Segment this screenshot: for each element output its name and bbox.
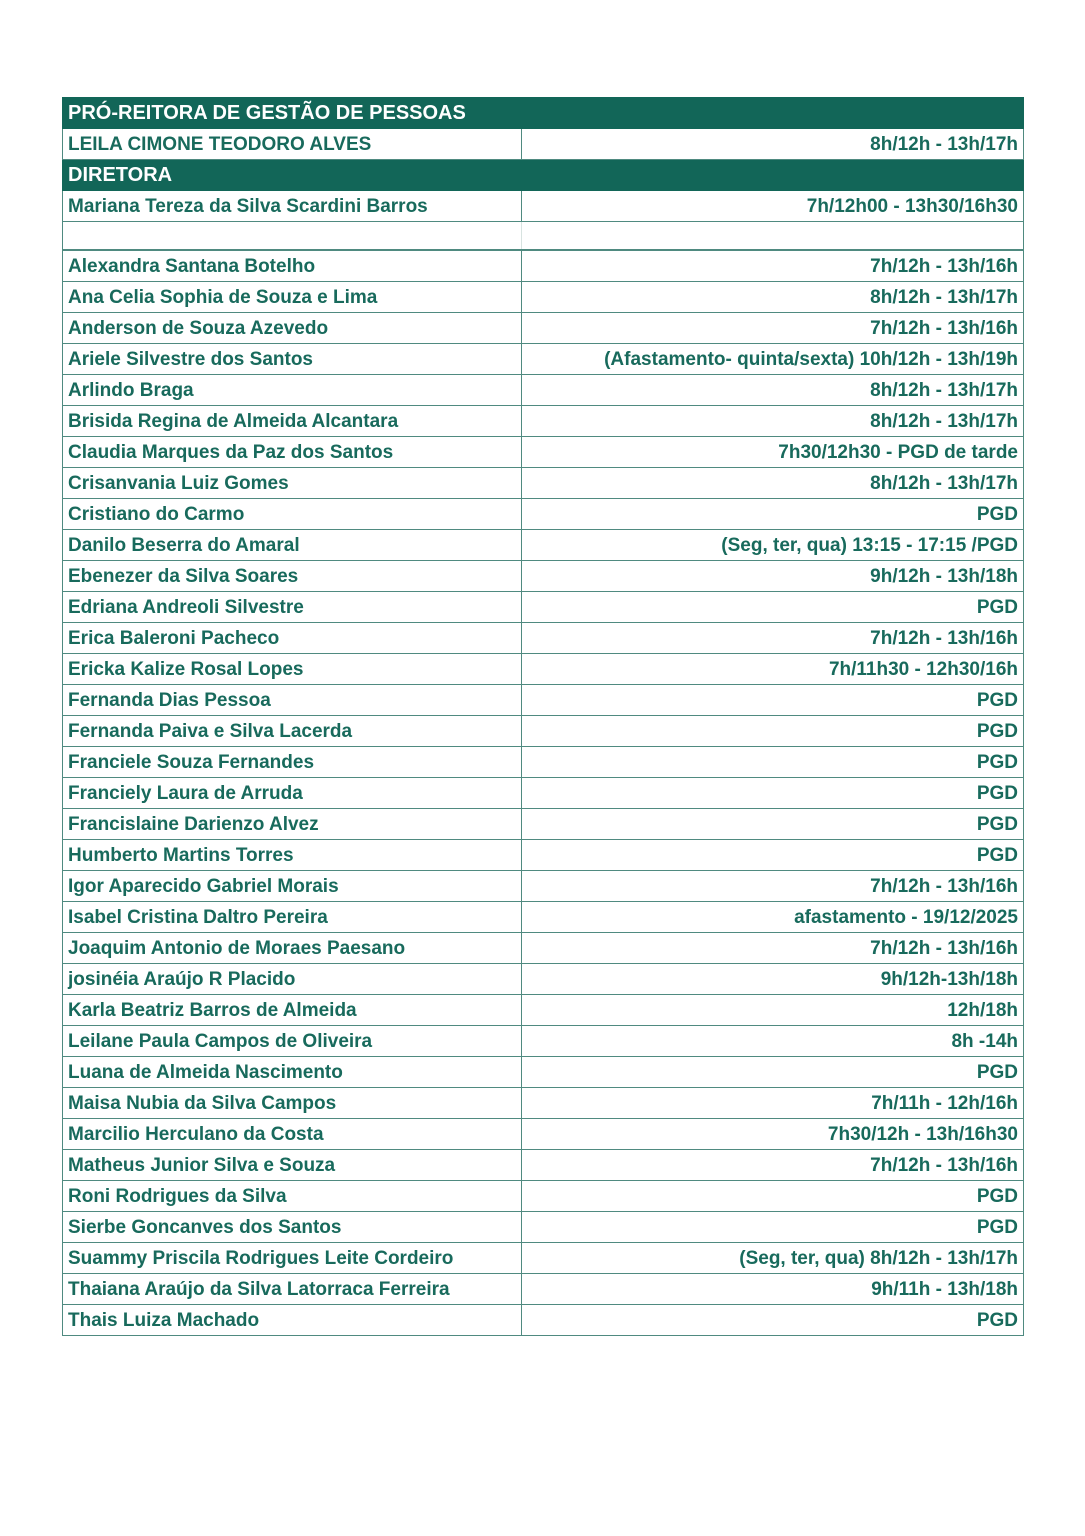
staff-row: [63, 1243, 1024, 1274]
staff-hours: PGD: [522, 1212, 1024, 1243]
staff-row: [63, 592, 1024, 623]
staff-row: [63, 933, 1024, 964]
staff-name: Karla Beatriz Barros de Almeida: [63, 995, 522, 1026]
staff-name: Claudia Marques da Paz dos Santos: [63, 437, 522, 468]
staff-row: [63, 623, 1024, 654]
staff-row: [63, 530, 1024, 561]
spacer-cell: [522, 222, 1024, 251]
staff-row: [63, 437, 1024, 468]
staff-hours: PGD: [522, 840, 1024, 871]
staff-row: [63, 778, 1024, 809]
staff-hours: 12h/18h: [522, 995, 1024, 1026]
staff-row: [63, 375, 1024, 406]
staff-hours: 7h30/12h30 - PGD de tarde: [522, 437, 1024, 468]
staff-name: Isabel Cristina Daltro Pereira: [63, 902, 522, 933]
staff-name: Joaquim Antonio de Moraes Paesano: [63, 933, 522, 964]
staff-row: [63, 902, 1024, 933]
staff-name: Ana Celia Sophia de Souza e Lima: [63, 282, 522, 313]
staff-name: Humberto Martins Torres: [63, 840, 522, 871]
staff-hours: PGD: [522, 499, 1024, 530]
staff-row: [63, 964, 1024, 995]
staff-hours: 7h/12h - 13h/16h: [522, 933, 1024, 964]
staff-row: [63, 561, 1024, 592]
staff-row: [63, 747, 1024, 778]
staff-hours: PGD: [522, 592, 1024, 623]
staff-hours: 7h/11h30 - 12h30/16h: [522, 654, 1024, 685]
staff-name: Erica Baleroni Pacheco: [63, 623, 522, 654]
staff-hours: PGD: [522, 716, 1024, 747]
staff-row: [63, 344, 1024, 375]
staff-row: [63, 1150, 1024, 1181]
staff-hours: 8h -14h: [522, 1026, 1024, 1057]
section-header-row: [63, 98, 1024, 129]
staff-hours: 8h/12h - 13h/17h: [522, 282, 1024, 313]
staff-hours: (Afastamento- quinta/sexta) 10h/12h - 13h/19h: [522, 344, 1024, 375]
staff-name: Anderson de Souza Azevedo: [63, 313, 522, 344]
staff-name: Ericka Kalize Rosal Lopes: [63, 654, 522, 685]
staff-name: Matheus Junior Silva e Souza: [63, 1150, 522, 1181]
staff-name: Crisanvania Luiz Gomes: [63, 468, 522, 499]
staff-name: Marcilio Herculano da Costa: [63, 1119, 522, 1150]
staff-hours: (Seg, ter, qua) 13:15 - 17:15 /PGD: [522, 530, 1024, 561]
staff-name: Ebenezer da Silva Soares: [63, 561, 522, 592]
staff-name: Leilane Paula Campos de Oliveira: [63, 1026, 522, 1057]
staff-hours: afastamento - 19/12/2025: [522, 902, 1024, 933]
staff-name: Ariele Silvestre dos Santos: [63, 344, 522, 375]
staff-name: Roni Rodrigues da Silva: [63, 1181, 522, 1212]
staff-hours: PGD: [522, 1305, 1024, 1336]
staff-name: Thaiana Araújo da Silva Latorraca Ferreira: [63, 1274, 522, 1305]
staff-row: [63, 1212, 1024, 1243]
staff-row: [63, 809, 1024, 840]
spacer-row: [63, 222, 1024, 251]
staff-name: Fernanda Dias Pessoa: [63, 685, 522, 716]
staff-hours: (Seg, ter, qua) 8h/12h - 13h/17h: [522, 1243, 1024, 1274]
staff-row: [63, 654, 1024, 685]
schedule-table: [62, 97, 1024, 1336]
staff-name: Sierbe Goncanves dos Santos: [63, 1212, 522, 1243]
staff-name: Brisida Regina de Almeida Alcantara: [63, 406, 522, 437]
director-header-row: [63, 160, 1024, 191]
staff-name: Arlindo Braga: [63, 375, 522, 406]
staff-name: Suammy Priscila Rodrigues Leite Cordeiro: [63, 1243, 522, 1274]
staff-row: [63, 313, 1024, 344]
staff-name: Fernanda Paiva e Silva Lacerda: [63, 716, 522, 747]
staff-hours: 9h/11h - 13h/18h: [522, 1274, 1024, 1305]
staff-name: Cristiano do Carmo: [63, 499, 522, 530]
staff-row: [63, 250, 1024, 282]
head-hours: 8h/12h - 13h/17h: [522, 129, 1024, 160]
staff-hours: 7h30/12h - 13h/16h30: [522, 1119, 1024, 1150]
head-row: [63, 129, 1024, 160]
staff-hours: 9h/12h-13h/18h: [522, 964, 1024, 995]
staff-hours: 9h/12h - 13h/18h: [522, 561, 1024, 592]
director-hours: 7h/12h00 - 13h30/16h30: [522, 191, 1024, 222]
staff-row: [63, 1026, 1024, 1057]
staff-row: [63, 1088, 1024, 1119]
staff-hours: PGD: [522, 1057, 1024, 1088]
director-name: Mariana Tereza da Silva Scardini Barros: [63, 191, 522, 222]
staff-name: Alexandra Santana Botelho: [63, 250, 522, 282]
staff-row: [63, 1305, 1024, 1336]
staff-hours: 7h/12h - 13h/16h: [522, 871, 1024, 902]
staff-hours: PGD: [522, 747, 1024, 778]
staff-name: Franciele Souza Fernandes: [63, 747, 522, 778]
staff-name: Igor Aparecido Gabriel Morais: [63, 871, 522, 902]
staff-row: [63, 840, 1024, 871]
staff-hours: 7h/12h - 13h/16h: [522, 1150, 1024, 1181]
staff-hours: 7h/12h - 13h/16h: [522, 250, 1024, 282]
staff-row: [63, 871, 1024, 902]
staff-hours: 8h/12h - 13h/17h: [522, 375, 1024, 406]
staff-hours: 7h/12h - 13h/16h: [522, 313, 1024, 344]
staff-name: Luana de Almeida Nascimento: [63, 1057, 522, 1088]
staff-row: [63, 995, 1024, 1026]
staff-hours: 7h/11h - 12h/16h: [522, 1088, 1024, 1119]
schedule-sheet: [62, 97, 1023, 1336]
staff-row: [63, 716, 1024, 747]
staff-hours: PGD: [522, 809, 1024, 840]
staff-name: Thais Luiza Machado: [63, 1305, 522, 1336]
spacer-cell: [63, 222, 522, 251]
staff-name: Franciely Laura de Arruda: [63, 778, 522, 809]
staff-row: [63, 499, 1024, 530]
staff-row: [63, 685, 1024, 716]
staff-name: Francislaine Darienzo Alvez: [63, 809, 522, 840]
staff-hours: 8h/12h - 13h/17h: [522, 468, 1024, 499]
staff-name: Edriana Andreoli Silvestre: [63, 592, 522, 623]
staff-row: [63, 282, 1024, 313]
staff-name: josinéia Araújo R Placido: [63, 964, 522, 995]
staff-row: [63, 468, 1024, 499]
director-row: [63, 191, 1024, 222]
staff-hours: PGD: [522, 685, 1024, 716]
staff-row: [63, 1181, 1024, 1212]
staff-hours: PGD: [522, 1181, 1024, 1212]
staff-row: [63, 1274, 1024, 1305]
staff-row: [63, 406, 1024, 437]
staff-row: [63, 1119, 1024, 1150]
staff-hours: 7h/12h - 13h/16h: [522, 623, 1024, 654]
staff-name: Maisa Nubia da Silva Campos: [63, 1088, 522, 1119]
director-title: DIRETORA: [63, 160, 1024, 191]
staff-row: [63, 1057, 1024, 1088]
staff-name: Danilo Beserra do Amaral: [63, 530, 522, 561]
staff-hours: PGD: [522, 778, 1024, 809]
head-name: LEILA CIMONE TEODORO ALVES: [63, 129, 522, 160]
section-title: PRÓ-REITORA DE GESTÃO DE PESSOAS: [63, 98, 1024, 129]
staff-hours: 8h/12h - 13h/17h: [522, 406, 1024, 437]
